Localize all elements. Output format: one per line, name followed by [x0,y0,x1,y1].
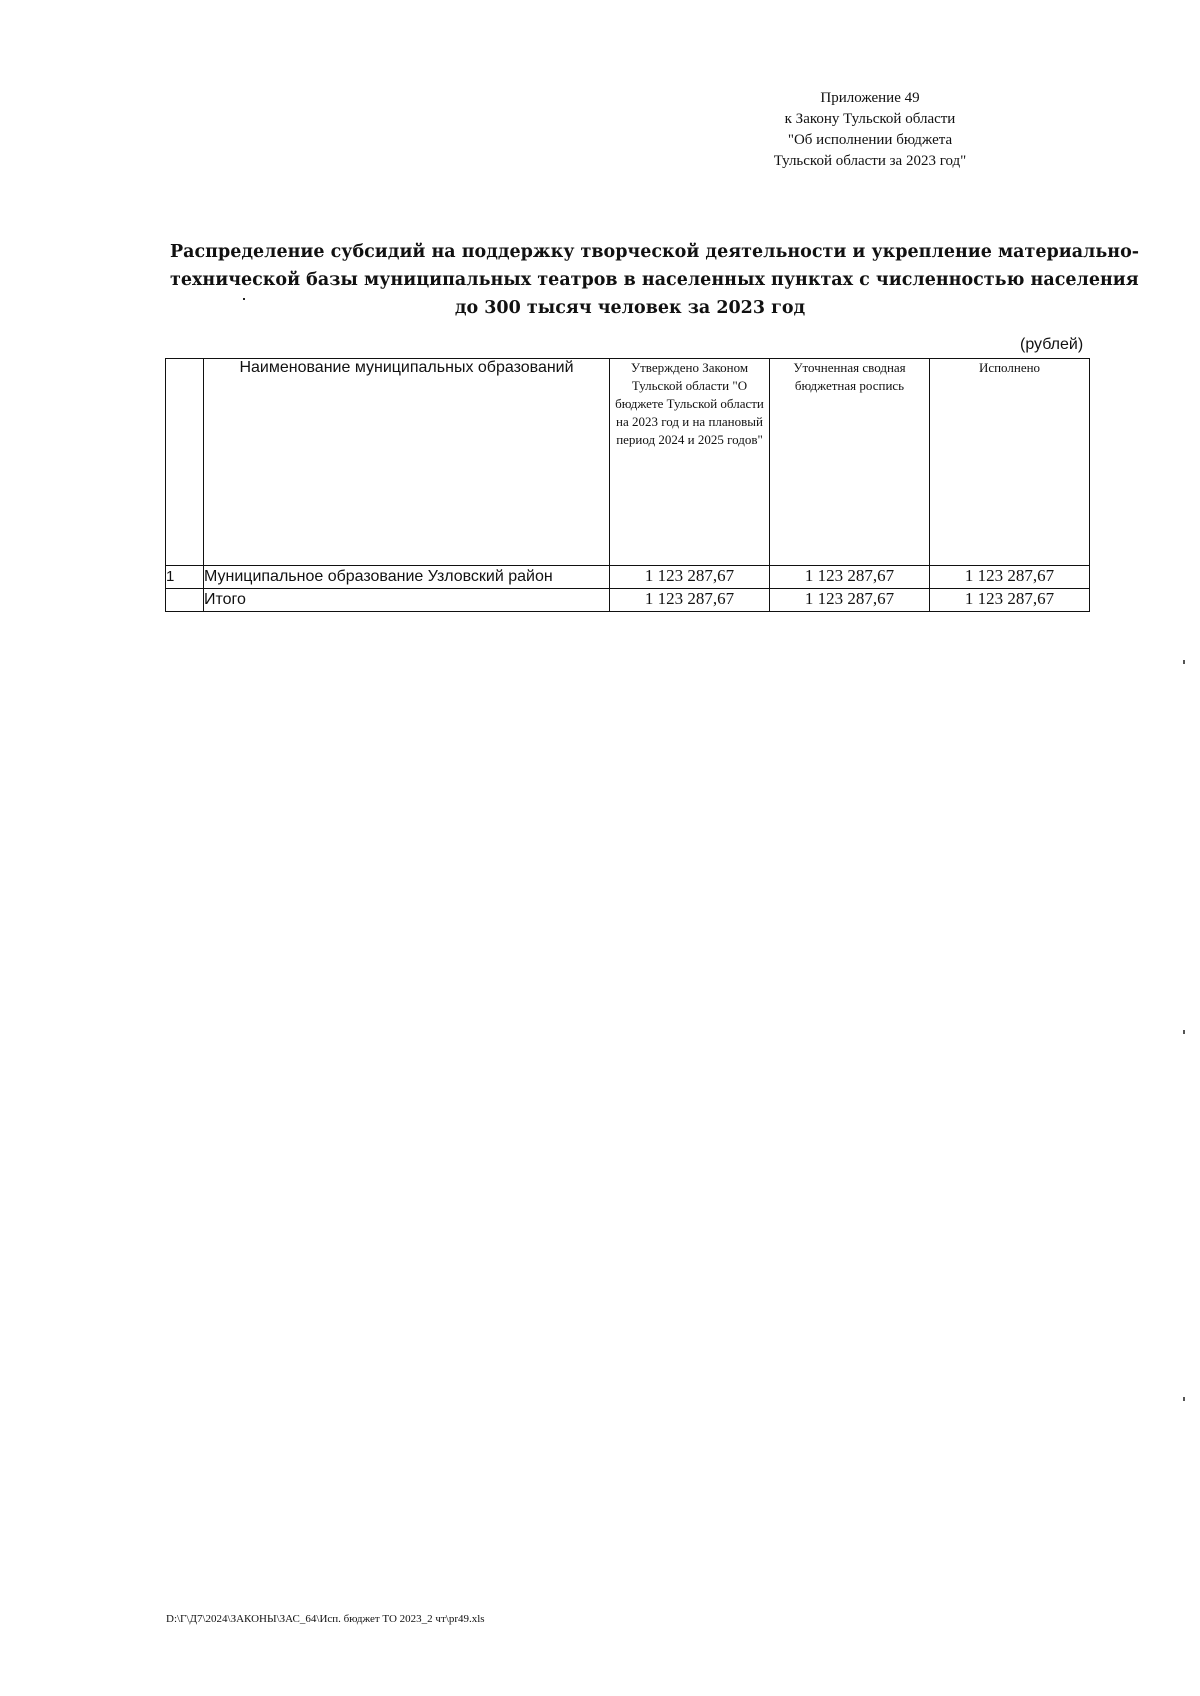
table-header-row [166,359,1090,566]
header-executed: Исполнено [930,359,1090,566]
appendix-line: к Закону Тульской области [784,111,956,127]
total-refined-value: 1 123 287,67 [770,589,930,612]
footer-file-path: D:\Г\Д7\2024\ЗАКОНЫ\ЗАС_64\Исп. бюджет ТО 2023_2 чт\pr49.xls [166,1613,485,1625]
scan-margin-mark [1183,660,1185,664]
row-executed-value: 1 123 287,67 [930,566,1090,589]
appendix-line: "Об исполнении бюджета [787,132,953,148]
document-title [170,238,1140,322]
scan-margin-mark [1183,1030,1185,1034]
appendix-reference [720,88,1020,172]
scan-speck [243,298,245,300]
row-number: 1 [166,566,204,589]
header-municipality-name: Наименование муниципальных образований [204,359,610,566]
header-approved-by-law [610,359,770,566]
row-refined-value: 1 123 287,67 [770,566,930,589]
table-row [166,566,1090,589]
title-line: Распределение субсидий на поддержку творческой деятельности и укрепление материально- [170,242,1140,262]
title-line: до 300 тысяч человек за 2023 год [454,298,806,318]
title-line: технической базы муниципальных театров в населенных пунктах с численностью населения [170,270,1139,290]
total-executed-value: 1 123 287,67 [930,589,1090,612]
header-number [166,359,204,566]
header-refined-budget: Уточненная сводная бюджетная роспись [770,359,930,566]
unit-label: (рублей) [1020,336,1084,353]
total-approved-value: 1 123 287,67 [610,589,770,612]
row-total-label: Итого [204,589,610,612]
appendix-line: Приложение 49 [820,90,920,106]
header-approved-text: Утверждено Законом Тульской области "О бюджете Тульской области на 2023 год и на плановый период 2024 и 2025 годов" [615,360,764,447]
row-number [166,589,204,612]
scan-margin-mark [1183,1397,1185,1401]
table-total-row [166,589,1090,612]
row-approved-value: 1 123 287,67 [610,566,770,589]
appendix-line: Тульской области за 2023 год" [773,153,967,169]
subsidy-table [165,358,1090,612]
row-municipality-name: Муниципальное образование Узловский район [204,566,610,589]
